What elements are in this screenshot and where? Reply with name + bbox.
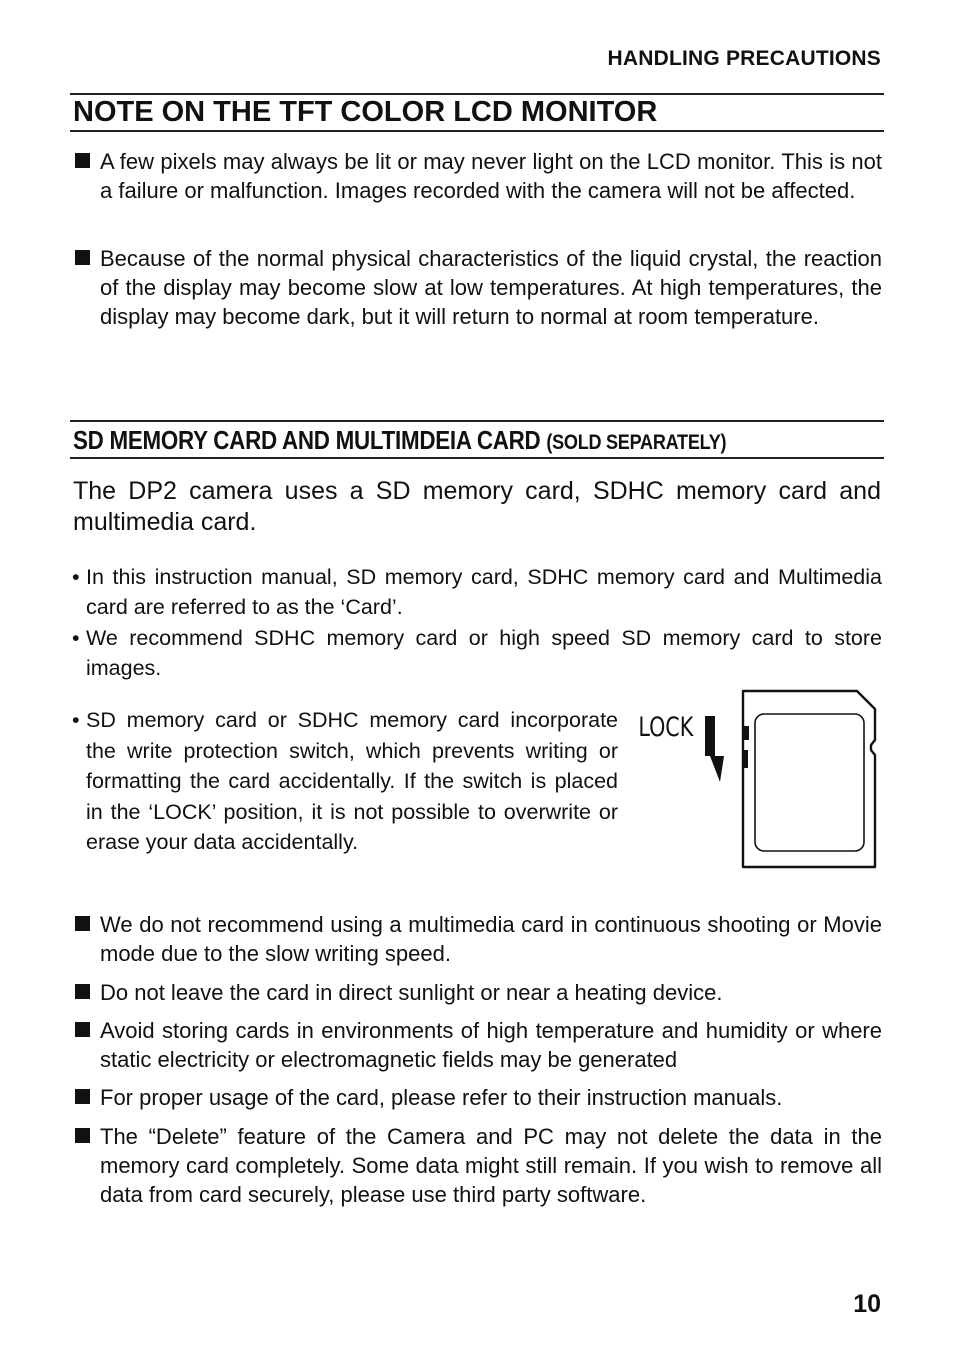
square-bullet-icon	[75, 984, 90, 999]
dot-bullet-icon: •	[72, 565, 80, 589]
running-header: HANDLING PRECAUTIONS	[607, 47, 881, 70]
sd-bullet-3	[72, 705, 618, 858]
card-note-2	[75, 978, 882, 1007]
sd-bullet-2	[72, 623, 882, 683]
card-note-3-text: Avoid storing cards in environments of high temperature and humidity or where static electricity or electromagnetic fields may be generated	[100, 1018, 882, 1072]
lock-label: LOCK	[638, 711, 694, 743]
write-protect-notch	[743, 750, 748, 768]
sd-card-diagram	[635, 688, 880, 873]
sd-bullet-2-text: We recommend SDHC memory card or high speed SD memory card to store images.	[86, 626, 882, 680]
card-note-1-text: We do not recommend using a multimedia card in continuous shooting or Movie mode due to the slow writing speed.	[100, 912, 882, 966]
sd-intro: The DP2 camera uses a SD memory card, SDHC memory card and multimedia card.	[73, 477, 881, 536]
card-note-3	[75, 1016, 882, 1074]
sd-bullet-1-text: In this instruction manual, SD memory card, SDHC memory card and Multimedia card are referred to as the ‘Card’.	[86, 565, 882, 619]
card-note-1	[75, 910, 882, 968]
square-bullet-icon	[75, 250, 90, 265]
square-bullet-icon	[75, 153, 90, 168]
tft-note-1	[75, 147, 882, 205]
sd-card-outline	[743, 691, 875, 867]
sd-section-title	[70, 420, 884, 459]
tft-note-2-text: Because of the normal physical characteristics of the liquid crystal, the reaction of the display may become slow at low temperatures. At high temperatures, the display may become dark, but it will return to normal at room temperature.	[100, 246, 882, 329]
dot-bullet-icon: •	[72, 708, 80, 732]
sd-title-main: SD MEMORY CARD AND MULTIMDEIA CARD	[73, 425, 541, 455]
sd-bullet-1	[72, 562, 882, 622]
square-bullet-icon	[75, 1128, 90, 1143]
tft-note-1-text: A few pixels may always be lit or may never light on the LCD monitor. This is not a failure or malfunction. Images recorded with the camera will not be affected.	[100, 149, 882, 203]
page-number: 10	[853, 1290, 881, 1318]
tft-note-2	[75, 244, 882, 331]
square-bullet-icon	[75, 1089, 90, 1104]
card-note-4	[75, 1083, 882, 1112]
tft-section-title: NOTE ON THE TFT COLOR LCD MONITOR	[70, 93, 884, 132]
card-note-5-text: The “Delete” feature of the Camera and PC may not delete the data in the memory card completely. Some data might still remain. If you wish to remove all data from card securely, please use third party software.	[100, 1124, 882, 1207]
sd-card-lock-figure	[635, 688, 880, 878]
card-note-5	[75, 1122, 882, 1209]
card-note-4-text: For proper usage of the card, please refer to their instruction manuals.	[100, 1085, 783, 1110]
write-protect-switch	[743, 726, 749, 740]
lock-arrow-icon	[705, 716, 724, 782]
sd-title-suffix: (SOLD SEPARATELY)	[546, 431, 727, 454]
card-note-2-text: Do not leave the card in direct sunlight or near a heating device.	[100, 980, 723, 1005]
square-bullet-icon	[75, 916, 90, 931]
sd-bullet-3-text: SD memory card or SDHC memory card incorporate the write protection switch, which prevents writing or formatting the card accidentally. If the switch is placed in the ‘LOCK’ position, it is not possible to overwrite or erase your data accidentally.	[86, 708, 618, 854]
square-bullet-icon	[75, 1022, 90, 1037]
dot-bullet-icon: •	[72, 626, 80, 650]
